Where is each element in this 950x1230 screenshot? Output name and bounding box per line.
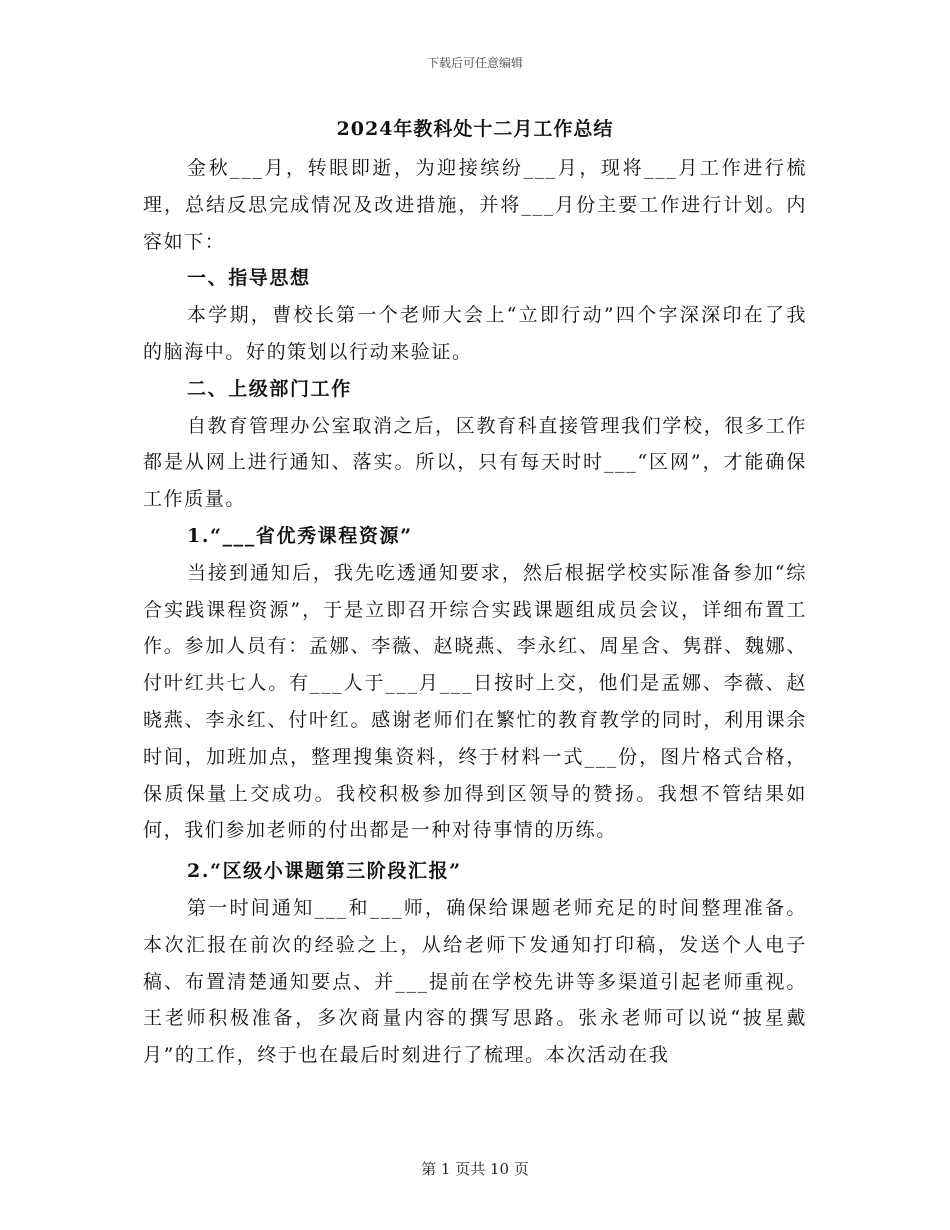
header-note: 下载后可任意编辑: [426, 56, 523, 70]
section-heading-guiding-thought: 一、指导思想: [187, 267, 311, 290]
page-number-footer: 第 1 页共 10 页: [421, 1160, 529, 1178]
item-heading-course-resources: 1.“___省优秀课程资源”: [187, 524, 413, 547]
item-paragraph-course-resources: 当接到通知后，我先吃透通知要求，然后根据学校实际准备参加“综合实践课程资源”，于是立即召开综合实践课题组成员会议，详细布置工作。参加人员有：孟娜、李薇、赵晓燕、李永红、周星含、隽群、魏娜、付叶红共七人。有___人于___月___日按时上交，他们是孟娜、李薇、赵晓燕、李永红、付叶红。感谢老师们在繁忙的教育教学的同时，利用课余时间，加班加点，整理搜集资料，终于材料一式___份，图片格式合格，保质保量上交成功。我校积极参加得到区领导的赞扬。我想不管结果如何，我们参加老师的付出都是一种对待事情的历练。: [143, 561, 807, 842]
document-title: 2024年教科处十二月工作总结: [336, 118, 614, 140]
item-heading-small-project-report: 2.“区级小课题第三阶段汇报”: [187, 860, 462, 883]
section-paragraph-guiding-thought: 本学期，曹校长第一个老师大会上“立即行动”四个字深深印在了我的脑海中。好的策划以行动来验证。: [143, 304, 807, 363]
item-paragraph-small-project-report: 第一时间通知___和___师，确保给课题老师充足的时间整理准备。本次汇报在前次的经验之上，从给老师下发通知打印稿，发送个人电子稿、布置清楚通知要点、并___提前在学校先讲等多渠道引起老师重视。王老师积极准备，多次商量内容的撰写思路。张永老师可以说“披星戴月”的工作，终于也在最后时刻进行了梳理。本次活动在我: [143, 896, 807, 1067]
intro-paragraph: 金秋___月，转眼即逝，为迎接缤纷___月，现将___月工作进行梳理，总结反思完成情况及改进措施，并将___月份主要工作进行计划。内容如下：: [143, 157, 807, 253]
document-body: [143, 150, 807, 1074]
section-paragraph-superior-work: 自教育管理办公室取消之后，区教育科直接管理我们学校，很多工作都是从网上进行通知、落实。所以，只有每天时时___“区网”，才能确保工作质量。: [143, 414, 807, 511]
section-heading-superior-work: 二、上级部门工作: [187, 377, 352, 400]
